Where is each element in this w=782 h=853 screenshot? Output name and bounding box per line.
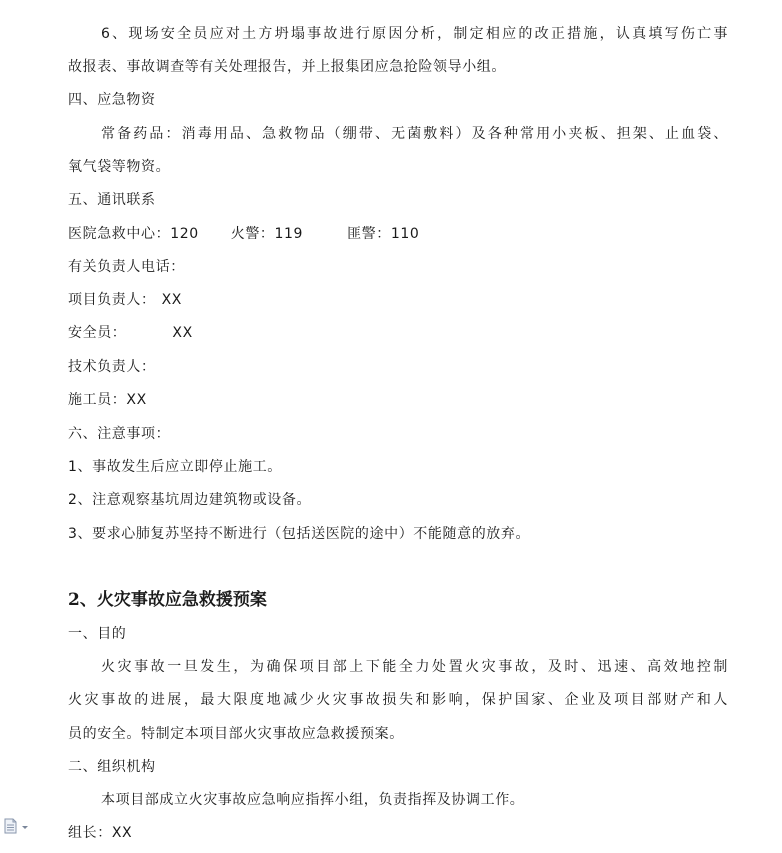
police-number: 匪警：110 <box>347 226 420 242</box>
medicine-line-2: 氧气袋等物资。 <box>68 159 171 175</box>
section-4-title: 四、应急物资 <box>68 92 156 108</box>
note-1: 1、事故发生后应立即停止施工。 <box>68 459 282 475</box>
medicine-line-1: 常备药品：消毒用品、急救物品（绷带、无菌敷料）及各种常用小夹板、担架、止血袋、 <box>101 126 728 142</box>
tech-contact: 技术负责人： <box>68 359 156 375</box>
leader-line <box>68 823 728 843</box>
worker-label: 施工员： <box>68 392 127 408</box>
contacts-label: 有关负责人电话： <box>68 259 185 275</box>
paragraph-6-line-2: 故报表、事故调查等有关处理报告，并上报集团应急抢险领导小组。 <box>68 59 506 75</box>
hospital-number: 医院急救中心：120 <box>68 226 199 242</box>
organization-line: 本项目部成立火灾事故应急响应指挥小组，负责指挥及协调工作。 <box>101 792 525 808</box>
pm-label: 项目负责人： <box>68 292 156 308</box>
safety-label: 安全员： <box>68 325 127 341</box>
worker-contact <box>68 390 728 410</box>
worker-value: XX <box>126 392 147 408</box>
pm-contact <box>68 290 728 310</box>
leader-value: XX <box>111 825 133 841</box>
safety-value: XX <box>172 325 193 341</box>
purpose-line-1: 火灾事故一旦发生，为确保项目部上下能全力处置火灾事故，及时、迅速、高效地控制 <box>101 659 728 675</box>
leader-label: 组长： <box>68 825 112 841</box>
section-6-title: 六、注意事项： <box>68 426 171 442</box>
emergency-numbers <box>68 224 728 244</box>
purpose-line-2: 火灾事故的进展，最大限度地减少火灾事故损失和影响，保护国家、企业及项目部财产和人 <box>68 692 728 708</box>
purpose-line-3: 员的安全。特制定本项目部火灾事故应急救援预案。 <box>68 726 404 742</box>
purpose-title: 一、目的 <box>68 626 127 642</box>
paragraph-6-line-1: 6、现场安全员应对土方坍塌事故进行原因分析，制定相应的改正措施，认真填写伤亡事 <box>101 26 728 42</box>
fire-number: 火警：119 <box>230 226 304 242</box>
document-icon[interactable] <box>3 818 31 834</box>
note-3: 3、要求心肺复苏坚持不断进行（包括送医院的途中）不能随意的放弃。 <box>68 526 531 542</box>
fire-plan-heading: 2、火灾事故应急救援预案 <box>68 590 267 610</box>
safety-contact <box>68 323 728 343</box>
organization-title: 二、组织机构 <box>68 759 156 775</box>
note-2: 2、注意观察基坑周边建筑物或设备。 <box>68 492 312 508</box>
section-5-title: 五、通讯联系 <box>68 192 156 208</box>
pm-value: XX <box>161 292 182 308</box>
